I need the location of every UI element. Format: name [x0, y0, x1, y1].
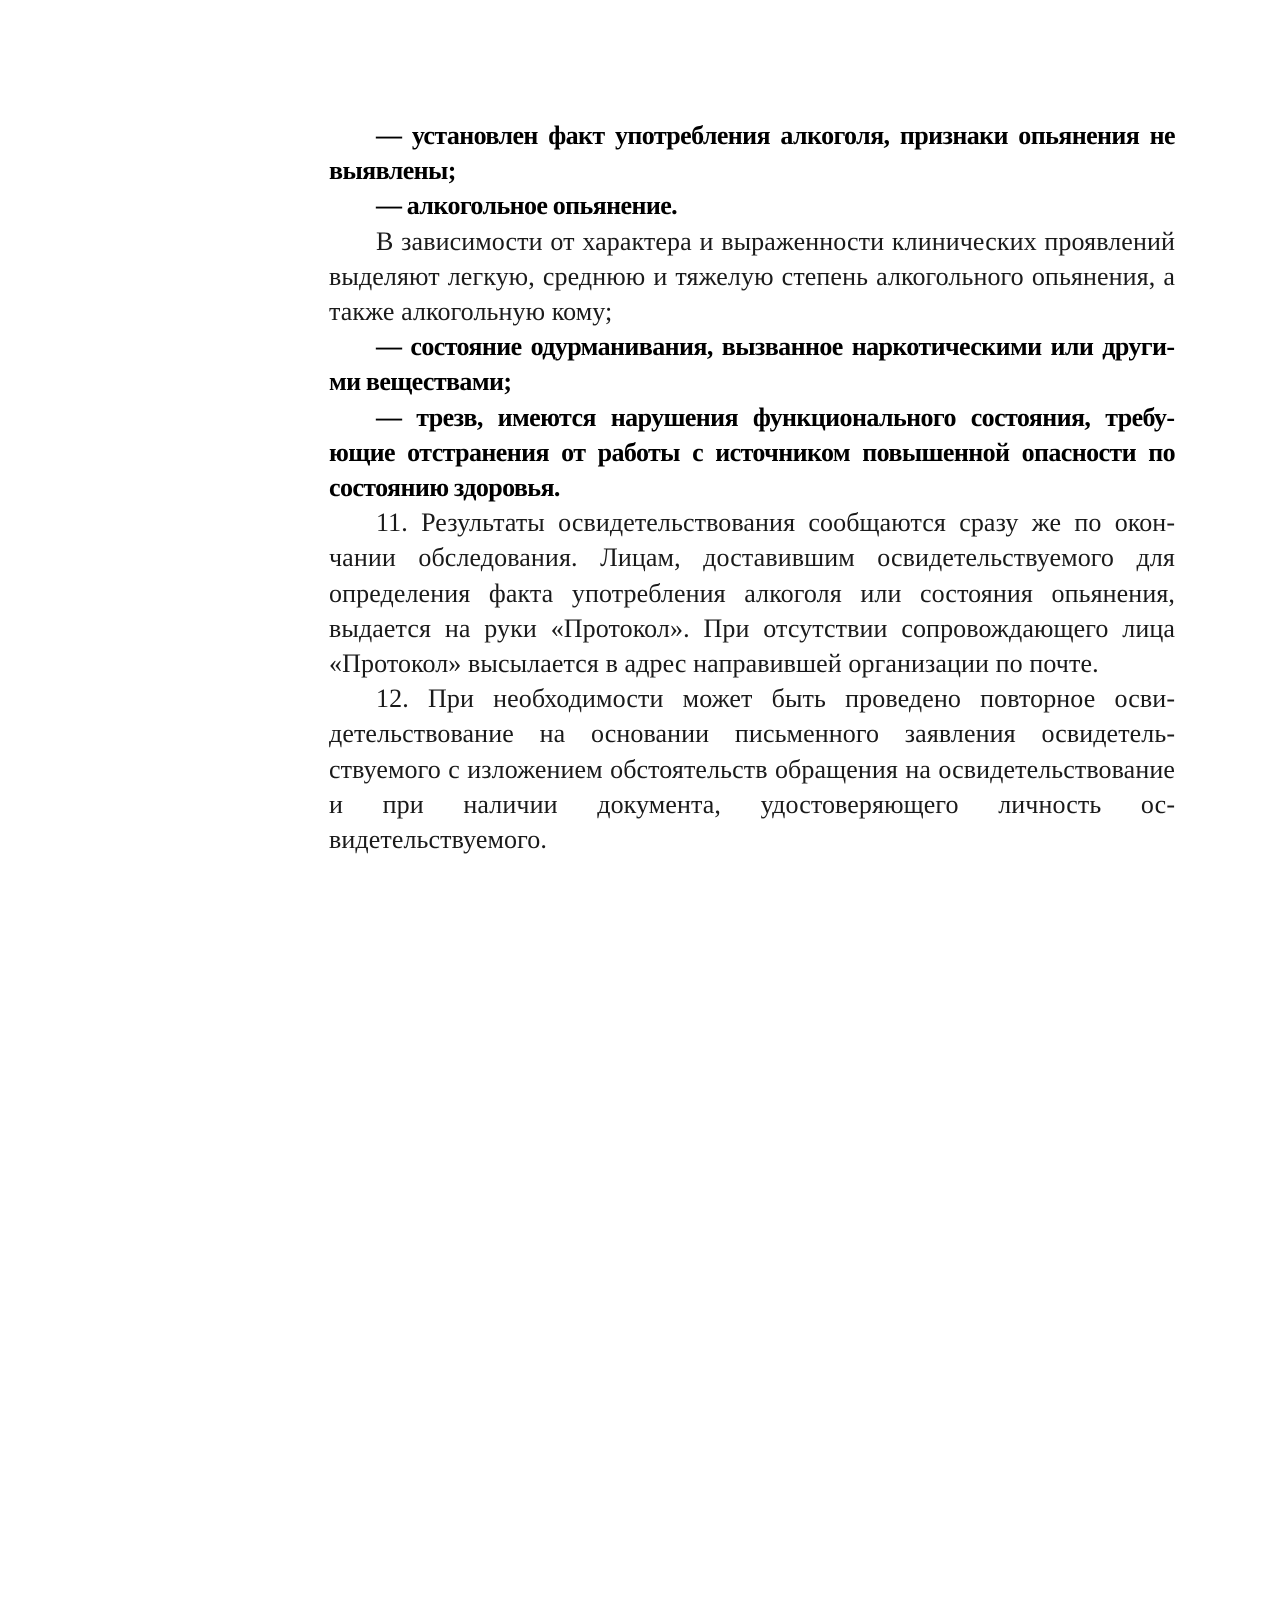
paragraph-sober-impaired: — трезв, имеются нарушения функционального состояния, требующие отстранения от работы с источником повышенной опасности по состоянию здоровья.: [329, 402, 1175, 503]
paragraph-narcotic-state: — состояние одурманивания, вызванное наркотическими или другими веществами;: [329, 332, 1175, 397]
paragraph-item-12-repeat-exam: 12. При необходимости может быть проведено повторное освидетельствование на основании письменного заявления освидетельствуемого с изложением обстоятельств обращения на освидетельствование и при наличии документа, удостоверяющего личность освидетельствуемого.: [329, 684, 1175, 855]
paragraph-intoxication-degrees: В зависимости от характера и выраженности клинических проявлений выделяют легкую, среднюю и тяжелую степень алкогольного опьянения, а также алкогольную кому;: [329, 226, 1175, 327]
paragraph-item-11-results: 11. Результаты освидетельствования сообщаются сразу же по окончании обследования. Лицам, доставившим освидетельствуемого для определения факта употребления алкоголя или состояния опьянения, выдается на руки «Протокол». При отсутствии сопровождающего лица «Протокол» высылается в адрес направившей организации по почте.: [329, 508, 1175, 679]
paragraph-alcohol-intoxication: — алкогольное опьянение.: [376, 191, 678, 221]
document-page: [329, 118, 1175, 857]
paragraph-alcohol-use-no-intoxication: — установлен факт употребления алкоголя, признаки опьянения не выявлены;: [329, 121, 1175, 186]
